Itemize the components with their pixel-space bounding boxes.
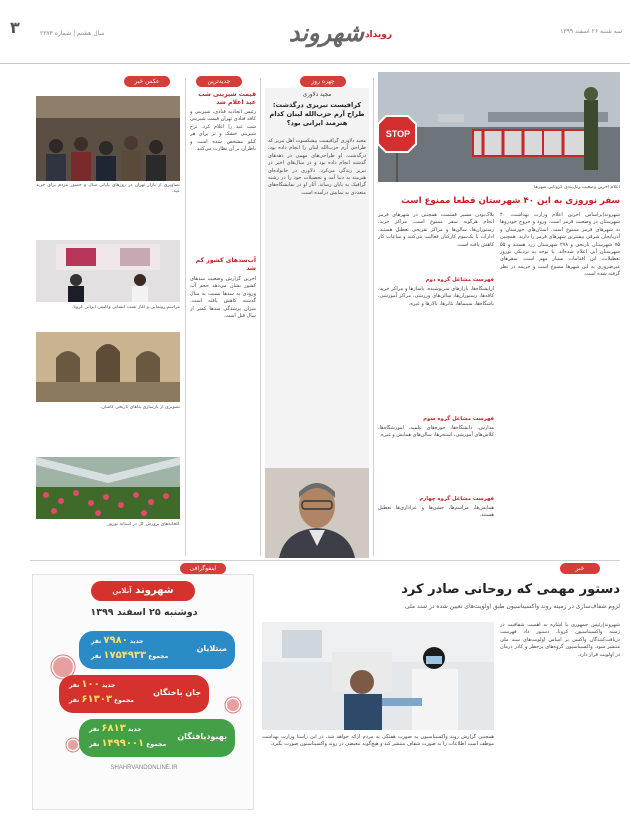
checkpoint-photo	[378, 72, 620, 182]
deaths-total-line	[69, 694, 149, 705]
infected-total-label: مجموع	[148, 653, 169, 660]
recovered-total-label: مجموع	[146, 741, 167, 748]
portrait-illustration	[265, 468, 369, 558]
historic-house-illustration	[36, 332, 180, 402]
bazaar-caption: تصاویری از بازار تهران در روزهای پایانی سال و حضور مردم برای خرید عید.	[36, 183, 180, 195]
masthead-logo	[266, 18, 392, 52]
greenhouse-illustration	[36, 457, 180, 519]
infected-new-unit: نفر	[91, 638, 102, 645]
infected-total-unit: نفر	[91, 653, 102, 660]
page-header	[0, 0, 630, 64]
deaths-label: جان باختگان	[153, 688, 201, 697]
sweets-body: رئیس اتحادیه قنادی، شیرینی و کافه قنادی تهران قیمت شیرینی شب عید را اعلام کرد. نرخ شیرینی خشک و تر برای هر کیلو مشخص شده است و ناظران بر آن نظارت می‌کنند.	[190, 109, 256, 153]
deaths-new-line	[69, 679, 149, 690]
recovered-label: بهبودیافتگان	[177, 732, 227, 741]
profile-body: مجید دلاوری گرافیست پیشکسوت اهل تبریز که طراحی آرم حزب‌الله لبنان را انجام داده بود، درگذشت. او طراحی‌های مهمی در دهه‌های گذشته انجام داده بود و در سال‌های اخیر در تبریز زندگی می‌کرد. دلاوری در خانواده‌ای هنرمند به دنیا آمد و تحصیلات خود را در رشته گرافیک به پایان رساند. آثار او در نمایشگاه‌های متعددی به نمایش درآمده است.	[268, 138, 366, 196]
greenhouse-photo	[36, 457, 180, 519]
deaths-new-label: جدید	[101, 682, 116, 689]
lockdown-body-sub3: همایش‌ها، مراسم‌ها، جشن‌ها و عزاداری‌ها تعطیل هستند.	[378, 505, 494, 519]
dams-headline: آب‌سدهای کشور کم شد	[195, 257, 256, 272]
recovered-total-value: ۱۴۹۹۰۰۱	[101, 738, 145, 749]
historic-house-photo	[36, 332, 180, 402]
lockdown-body-right: شهروند|براساس آخرین اعلام وزارت بهداشت، ۴۰ شهرستان در وضعیت قرمز است. ورود و خروج خودروها به شهرهای قرمز ممنوع است. استان‌های خوزستان و آذربایجان شرقی بیشترین شهرهای قرمز را دارند. همچنین ۷۵ شهرستان نارنجی و ۲۷۸ شهرستان زرد هستند و ۵۵ شهرستان آبی اعلام شده‌اند. با توجه به نزدیکی نوروز تعطیلات، این اقدامات بسیار مهم است. سفرهای غیرضروری به این شهرها ممنوع است و جریمه در نظر گرفته شده است.	[500, 212, 620, 278]
tag-top-story: چهره روز	[300, 76, 346, 87]
stop-sign-text: STOP	[385, 129, 411, 139]
lockdown-subhead-1: فهرست مشاغل گروه دوم	[425, 277, 494, 283]
infected-total-value: ۱۷۵۴۹۳۳	[103, 650, 147, 661]
deaths-new-value: ۱۰۰	[81, 679, 100, 690]
vaccine-body-right: شهروند|رئیس جمهوری با اشاره به اهمیت شفافیت در زمینه واکسیناسیون کرونا، دستور داد فهرست دریافت‌کنندگان واکسن بر اساس اولویت‌های سند ملی منتشر شود. واکسیناسیون گروه‌های پرخطر و کادر درمان در اولویت قرار دارد.	[500, 622, 620, 658]
lockdown-body-sub2: مدارس، دانشگاه‌ها، حوزه‌های علمیه، آموزشگاه‌ها، کلاس‌های آموزشی، استخرها، سالن‌های همایش و غیره.	[378, 425, 494, 439]
recovered-new-label: جدید	[127, 726, 142, 733]
bazaar-photo	[36, 96, 180, 181]
profile-headline: کرافیست تبریزی درگذشت: طراح آرم حزب‌الله لبنان کدام هنرمند ایرانی بود؟	[269, 101, 365, 127]
date-line: سه شنبه ۲۶ اسفند ۱۳۹۹	[560, 28, 622, 35]
lockdown-headline: سفر نوروزی به این ۴۰ شهرستان قطعا ممنوع است	[401, 196, 620, 206]
profile-name: مجید دلاوری	[302, 92, 332, 98]
historic-house-caption: تصویری از بازسازی بناهای تاریخی کاشان.	[100, 405, 180, 410]
logo-text: شهروند	[288, 18, 364, 47]
vaccine-subhead: لزوم شفاف‌سازی در زمینه روند واکسیناسیون طبق اولویت‌های تعیین شده در سند ملی	[404, 603, 620, 610]
profile-photo	[265, 468, 369, 558]
recovered-new-value: ۶۸۱۳	[101, 723, 126, 734]
infected-new-line	[91, 635, 179, 646]
sweets-headline: قیمت شیرینی شب عید اعلام شد	[198, 91, 256, 106]
lockdown-body-left: بلاک‌بودن مسیر قسمت، همچنین در شهرهای قرمز انجام هرگونه سفر ممنوع است. مراکز خرید، رستوران‌ها، سالن‌ها و مراکز تفریحی تعطیل هستند. ادارات با یک‌سوم کارکنان فعالیت می‌کنند و ساعات کار کاهش یافته است.	[378, 212, 494, 248]
tag-mid: خبر	[560, 563, 600, 574]
infected-new-value: ۷۹۸۰	[103, 635, 128, 646]
covid-infographic	[32, 574, 254, 810]
tag-column3: عکس خبر	[124, 76, 170, 87]
greenhouse-caption: گلخانه‌های پرورش گل در آستانه نوروز.	[106, 522, 180, 527]
dams-body: آخرین گزارش وضعیت سدهای کشور نشان می‌دهد حجم آب ورودی به سدها نسبت به سال گذشته کاهش یافته است. میزان پرشدگی سدها کمتر از سال قبل است.	[190, 276, 256, 320]
tag-column2: جدیدترین	[196, 76, 242, 87]
column-divider	[185, 78, 186, 556]
vaccination-illustration	[262, 622, 494, 730]
page-number: ۳	[10, 18, 20, 37]
infographic-date: دوشنبه ۲۵ اسفند ۱۳۹۹	[90, 607, 198, 618]
infected-row	[79, 631, 235, 669]
vaccination-photo	[262, 622, 494, 730]
deaths-total-unit: نفر	[69, 697, 80, 704]
checkpoint-illustration	[378, 72, 620, 182]
recovered-row	[79, 719, 235, 757]
deaths-total-value: ۶۱۳۰۳	[81, 694, 112, 705]
deaths-new-unit: نفر	[69, 682, 80, 689]
column-divider	[260, 78, 261, 556]
vaccine-event-caption: مراسم رونمایی و آغاز تست انسانی واکسن ایرانی کرونا.	[71, 305, 180, 310]
vaccine-headline: دستور مهمی که روحانی صادر کرد	[401, 582, 620, 597]
deaths-total-label: مجموع	[114, 697, 134, 704]
bazaar-illustration	[36, 96, 180, 181]
tag-info: اینفوگرافی	[180, 563, 226, 574]
infographic-brand	[91, 581, 195, 601]
vaccine-event-photo	[36, 240, 180, 302]
vaccine-event-illustration	[36, 240, 180, 302]
lockdown-subhead-2: فهرست مشاغل گروه سوم	[423, 416, 494, 422]
recovered-new-unit: نفر	[89, 726, 100, 733]
recovered-total-line	[89, 738, 169, 749]
infected-new-label: جدید	[129, 638, 144, 645]
vaccine-body-left: همچنین گزارش روند واکسیناسیون به صورت هفتگی به مردم ارائه خواهد شد. در این راستا وزارت بهداشت موظف است اطلاعات را به صورت شفاف منتشر کند و هیچ‌گونه تبعیضی در روند واکسیناسیون صورت نگیرد.	[262, 734, 494, 748]
infected-total-line	[91, 650, 179, 661]
deaths-row	[59, 675, 209, 713]
infographic-site: SHAHRVANDONLINE.IR	[110, 765, 178, 771]
lockdown-subhead-3: فهرست مشاغل گروه چهارم	[419, 496, 494, 502]
brand-name: شهروند	[135, 585, 174, 596]
lockdown-kicker: اعلام آخرین وضعیت رنگ‌بندی کرونایی شهرها	[534, 185, 620, 190]
recovered-total-unit: نفر	[89, 741, 100, 748]
section-name: رویداد	[364, 30, 392, 40]
column-divider	[373, 78, 374, 556]
issue-line: سال هشتم | شماره ۲۳۷۳	[40, 30, 105, 37]
brand-sub: آنلاین	[112, 587, 132, 595]
infected-label: مبتلایان	[196, 644, 227, 653]
recovered-new-line	[89, 723, 169, 734]
lockdown-body-sub1: آرایشگاه‌ها، بازارهای سرپوشیده، پاساژها و مراکز خرید، کافه‌ها، رستوران‌ها، سالن‌های ورزشی، مراکز آموزشی، باشگاه‌ها، سینماها، تئاترها، تالارها و غیره.	[378, 286, 494, 307]
section-divider	[30, 560, 620, 561]
